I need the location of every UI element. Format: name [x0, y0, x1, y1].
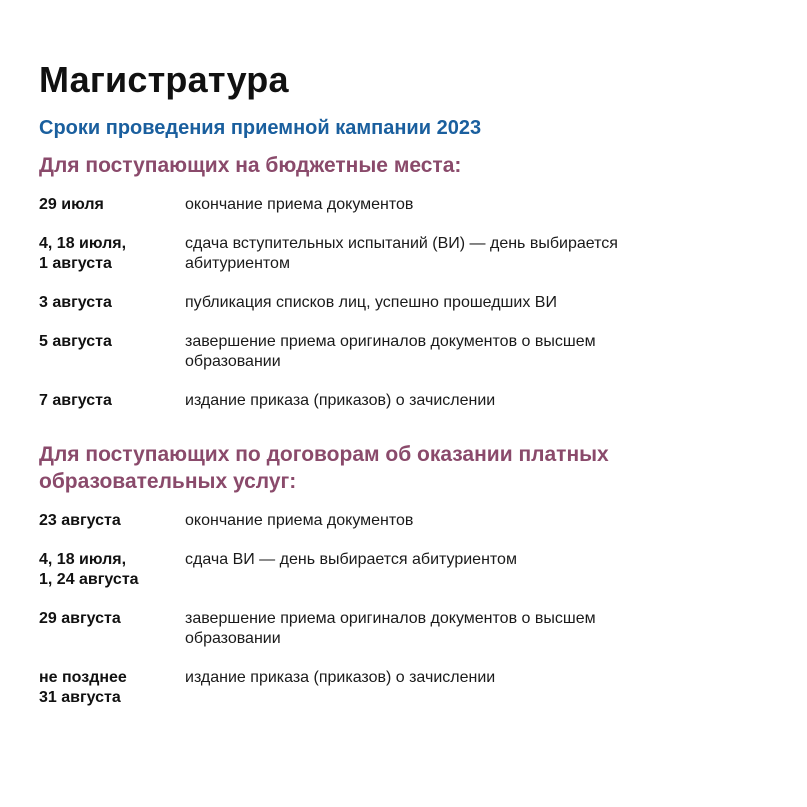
budget-section: [39, 152, 779, 411]
schedule-row: [39, 391, 779, 411]
schedule-row: [39, 511, 779, 531]
schedule-description: завершение приема оригиналов документов о высшем образовании: [185, 333, 596, 370]
paid-section: [39, 441, 779, 708]
paid-section-heading: Для поступающих по договорам об оказании платных образовательных услуг:: [39, 443, 609, 493]
page-subtitle: Сроки проведения приемной кампании 2023: [39, 117, 482, 139]
schedule-date: 4, 18 июля, 1 августа: [39, 235, 127, 272]
schedule-description: окончание приема документов: [185, 196, 414, 213]
paid-schedule-list: [39, 511, 779, 708]
budget-section-heading: Для поступающих на бюджетные места:: [39, 154, 462, 177]
schedule-row: [39, 195, 779, 215]
schedule-row: [39, 293, 779, 313]
schedule-date: 29 августа: [39, 610, 121, 627]
schedule-date: 7 августа: [39, 392, 112, 409]
schedule-description: завершение приема оригиналов документов о высшем образовании: [185, 610, 596, 647]
schedule-description: публикация списков лиц, успешно прошедших ВИ: [185, 294, 557, 311]
schedule-description: сдача ВИ — день выбирается абитуриентом: [185, 551, 517, 568]
schedule-date: 23 августа: [39, 512, 121, 529]
page-title: Магистратура: [39, 59, 289, 100]
schedule-date: 3 августа: [39, 294, 112, 311]
schedule-description: сдача вступительных испытаний (ВИ) — день выбирается абитуриентом: [185, 235, 618, 272]
schedule-description: издание приказа (приказов) о зачислении: [185, 392, 496, 409]
schedule-row: [39, 234, 779, 274]
schedule-date: не позднее 31 августа: [39, 669, 127, 706]
schedule-row: [39, 550, 779, 590]
schedule-description: издание приказа (приказов) о зачислении: [185, 669, 496, 686]
budget-schedule-list: [39, 195, 779, 411]
schedule-date: 4, 18 июля, 1, 24 августа: [39, 551, 139, 588]
schedule-date: 5 августа: [39, 333, 112, 350]
schedule-row: [39, 609, 779, 649]
schedule-description: окончание приема документов: [185, 512, 414, 529]
schedule-row: [39, 668, 779, 708]
schedule-date: 29 июля: [39, 196, 104, 213]
admission-schedule-document: [39, 58, 779, 708]
schedule-row: [39, 332, 779, 372]
